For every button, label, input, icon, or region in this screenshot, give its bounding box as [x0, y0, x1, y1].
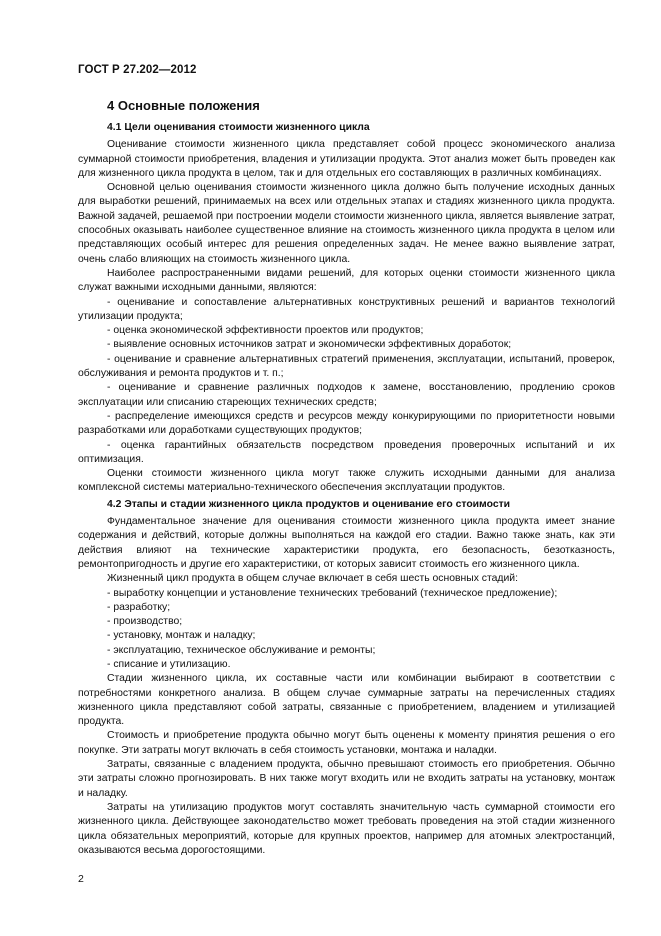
- paragraph: Жизненный цикл продукта в общем случае включает в себя шесть основных стадий:: [107, 573, 518, 585]
- list-item: - распределение имеющихся средств и ресурсов между конкурирующими по приоритетности новыми разработками или доработками существующих продуктов;: [78, 410, 615, 437]
- paragraph: Наиболее распространенными видами решений, для которых оценки стоимости жизненного цикла служат важными исходными данными, являются:: [78, 267, 615, 294]
- section-title: 4 Основные положения: [107, 98, 260, 113]
- subsection-title-4-2: 4.2 Этапы и стадии жизненного цикла продуктов и оценивание его стоимости: [107, 498, 511, 510]
- list-item: - оценивание и сравнение различных подходов к замене, восстановлению, продлению сроков эксплуатации или списанию стареющих технических средств;: [78, 382, 615, 408]
- list-item: - эксплуатацию, техническое обслуживание и ремонты;: [107, 644, 376, 656]
- paragraph: Оценки стоимости жизненного цикла могут также служить исходными данными для анализа комплексной системы материально-технического обеспечения эксплуатации продуктов.: [78, 468, 615, 494]
- list-item: - оценка экономической эффективности проектов или продуктов;: [107, 325, 424, 337]
- list-item: - оценка гарантийных обязательств посредством проведения проверочных испытаний и их оптимизация.: [78, 439, 615, 465]
- paragraph: Стадии жизненного цикла, их составные части или комбинации выбирают в соответствии с потребностями конкретного анализа. В общем случае суммарные затраты на перечисленных стадиях жизненного цикла представляют собой затраты, связанные с приобретением, владением и утилизацией продукта.: [78, 673, 615, 728]
- list-item: - производство;: [107, 616, 183, 628]
- paragraph: Стоимость и приобретение продукта обычно могут быть оценены к моменту принятия решения о его покупке. Эти затраты могут включать в себя стоимость установки, монтажа и наладки.: [78, 730, 615, 756]
- list-item: - оценивание и сравнение альтернативных стратегий применения, эксплуатации, испытаний, проверок, обслуживания и ремонта продуктов и т. п.;: [78, 353, 615, 380]
- list-item: - установку, монтаж и наладку;: [107, 630, 256, 642]
- list-item: - списание и утилизацию.: [107, 658, 231, 670]
- page-number: 2: [78, 873, 84, 885]
- list-item: - выявление основных источников затрат и экономически эффективных доработок;: [107, 339, 512, 351]
- paragraph: Основной целью оценивания стоимости жизненного цикла должно быть получение исходных данных для выработки решений, принимаемых на всех или отдельных этапах и стадиях жизненного цикла продукта. Важной задачей, решаемой при построении модели стоимости жизненного цикла, является выявление затрат, способных оказывать наиболее существенное влияние на стоимость жизненного цикла продукта в целом или представляющих особый интерес для решения определенных задач. Не менее важно выявление затрат, очень слабо влияющих на стоимость жизненного цикла.: [78, 182, 615, 265]
- document-header: ГОСТ Р 27.202—2012: [78, 64, 197, 76]
- list-item: - разработку;: [107, 601, 171, 613]
- paragraph: Затраты, связанные с владением продукта, обычно превышают стоимость его приобретения. Обычно эти затраты сложно прогнозировать. В них также могут входить или не входить затраты на установку, монтаж и наладку.: [78, 759, 615, 799]
- subsection-title-4-1: 4.1 Цели оценивания стоимости жизненного цикла: [107, 122, 370, 133]
- list-item: - оценивание и сопоставление альтернативных конструктивных решений и вариантов технологий утилизации продукта;: [78, 296, 615, 322]
- paragraph: Затраты на утилизацию продуктов могут составлять значительную часть суммарной стоимости его жизненного цикла. Действующее законодательство может требовать проведения на этой стадии жизненного цикла обязательных мероприятий, которые для крупных проектов, например для атомных электростанций, оказываются весьма дорогостоящими.: [78, 801, 615, 856]
- paragraph: Оценивание стоимости жизненного цикла представляет собой процесс экономического анализа суммарной стоимости приобретения, владения и утилизации продукта. Этот анализ может быть проведен как для жизненного цикла продукта в целом, так и для отдельных его составляющих в различных комбинациях.: [78, 139, 615, 179]
- document-body: [78, 121, 615, 858]
- list-item: - выработку концепции и установление технических требований (техническое предложение);: [107, 587, 558, 599]
- paragraph: Фундаментальное значение для оценивания стоимости жизненного цикла продукта имеет знание содержания и действий, которые должны выполняться на каждой его стадии. Важно также знать, как эти действия влияют на технические характеристики продукта, его безопасность, безотказность, ремонтопригодность и другие его характеристики, от которых зависит стоимость его жизненного цикла.: [78, 516, 615, 570]
